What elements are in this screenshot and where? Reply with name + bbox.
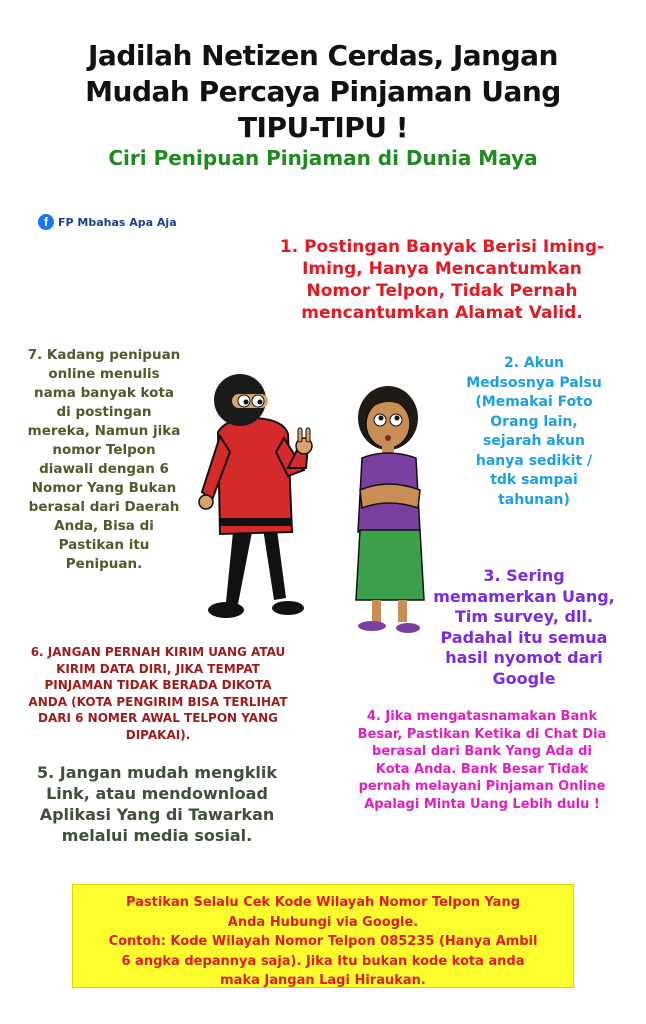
- point-line: sejarah akun: [483, 433, 585, 449]
- point-line: Pastikan itu: [58, 537, 150, 553]
- point-line: hasil nyomot dari: [445, 648, 603, 667]
- point-line: tahunan): [498, 491, 570, 508]
- note-line: maka Jangan Lagi Hiraukan.: [220, 973, 426, 988]
- point-line: KIRIM DATA DIRI, JIKA TEMPAT: [56, 661, 260, 676]
- title-line: TIPU-TIPU !: [237, 111, 409, 144]
- source-label: FP Mbahas Apa Aja: [58, 215, 177, 229]
- point-line: berasal dari Bank Yang Ada di: [372, 744, 592, 759]
- note-line: Pastikan Selalu Cek Kode Wilayah Nomor Telpon Yang: [125, 895, 521, 910]
- point-line: 4. Jika mengatasnamakan Bank: [366, 709, 598, 724]
- point-line: Padahal itu semua: [440, 627, 608, 647]
- point-line: 2. Akun: [503, 355, 564, 371]
- facebook-icon: f: [38, 214, 54, 230]
- point-line: nomor Telpon: [52, 442, 156, 458]
- warning-note-box: [72, 884, 574, 988]
- point-line: 1. Postingan Banyak Berisi Iming-: [279, 237, 605, 257]
- page-subtitle: Ciri Penipuan Pinjaman di Dunia Maya: [108, 146, 538, 170]
- point-5: [14, 762, 300, 846]
- point-line: online menulis: [48, 366, 160, 382]
- point-3: [414, 566, 634, 689]
- note-text: [83, 893, 563, 991]
- point-2: [436, 354, 632, 510]
- note-line: Anda Hubungi via Google.: [227, 914, 419, 930]
- point-1: [262, 236, 622, 324]
- point-6: [6, 644, 310, 743]
- point-line: tdk sampai: [490, 472, 578, 488]
- point-line: DIPAKAI).: [125, 727, 191, 742]
- point-line: 5. Jangan mudah mengklik: [36, 763, 278, 782]
- point-line: Penipuan.: [65, 556, 143, 572]
- note-line: 6 angka depannya saja). Jika Itu bukan kode kota anda: [121, 953, 525, 969]
- point-line: 6. JANGAN PERNAH KIRIM UANG ATAU: [30, 645, 286, 659]
- point-line: mereka, Namun jika: [27, 423, 181, 439]
- point-line: Anda, Bisa di: [54, 518, 154, 534]
- point-line: Iming, Hanya Mencantumkan: [302, 259, 582, 279]
- point-line: berasal dari Daerah: [28, 499, 180, 515]
- point-line: mencantumkan Alamat Valid.: [301, 303, 583, 323]
- point-line: 3. Sering: [483, 566, 565, 585]
- note-line: Contoh: Kode Wilayah Nomor Telpon 085235 (Hanya Ambil: [108, 934, 538, 949]
- masked-scammer-illustration: [176, 372, 336, 632]
- point-line: Link, atau mendownload: [46, 784, 268, 803]
- point-line: Nomor Yang Bukan: [31, 480, 177, 496]
- point-line: di postingan: [56, 404, 152, 420]
- point-line: Tim survey, dll.: [454, 607, 594, 626]
- point-line: nama banyak kota: [33, 385, 175, 401]
- point-line: Nomor Telpon, Tidak Pernah: [306, 281, 578, 301]
- point-line: Orang lain,: [490, 413, 578, 430]
- point-line: melalui media sosial.: [61, 826, 253, 845]
- point-line: ANDA (KOTA PENGIRIM BISA TERLIHAT: [28, 694, 288, 709]
- point-line: Medsosnya Palsu: [466, 374, 602, 391]
- point-line: Aplikasi Yang di Tawarkan: [39, 805, 275, 824]
- title-line: Jadilah Netizen Cerdas, Jangan: [88, 39, 558, 72]
- title-line: Mudah Percaya Pinjaman Uang: [85, 75, 561, 108]
- point-line: memamerkan Uang,: [433, 586, 615, 606]
- point-line: (Memakai Foto: [475, 394, 593, 410]
- point-line: Apalagi Minta Uang Lebih dulu !: [364, 796, 600, 812]
- point-line: hanya sedikit /: [475, 452, 593, 469]
- point-4: [330, 708, 634, 813]
- point-line: DARI 6 NOMER AWAL TELPON YANG: [38, 711, 278, 725]
- source-credit: [38, 214, 177, 230]
- point-7: [8, 346, 200, 574]
- point-line: Besar, Pastikan Ketika di Chat Dia: [357, 726, 607, 742]
- page-title: [40, 38, 606, 146]
- point-line: Kota Anda. Bank Besar Tidak: [375, 761, 589, 777]
- point-line: diawali dengan 6: [39, 461, 169, 477]
- point-line: pernah melayani Pinjaman Online: [358, 779, 606, 794]
- point-line: 7. Kadang penipuan: [27, 347, 181, 363]
- point-line: PINJAMAN TIDAK BERADA DIKOTA: [44, 678, 272, 692]
- point-line: Google: [492, 668, 556, 688]
